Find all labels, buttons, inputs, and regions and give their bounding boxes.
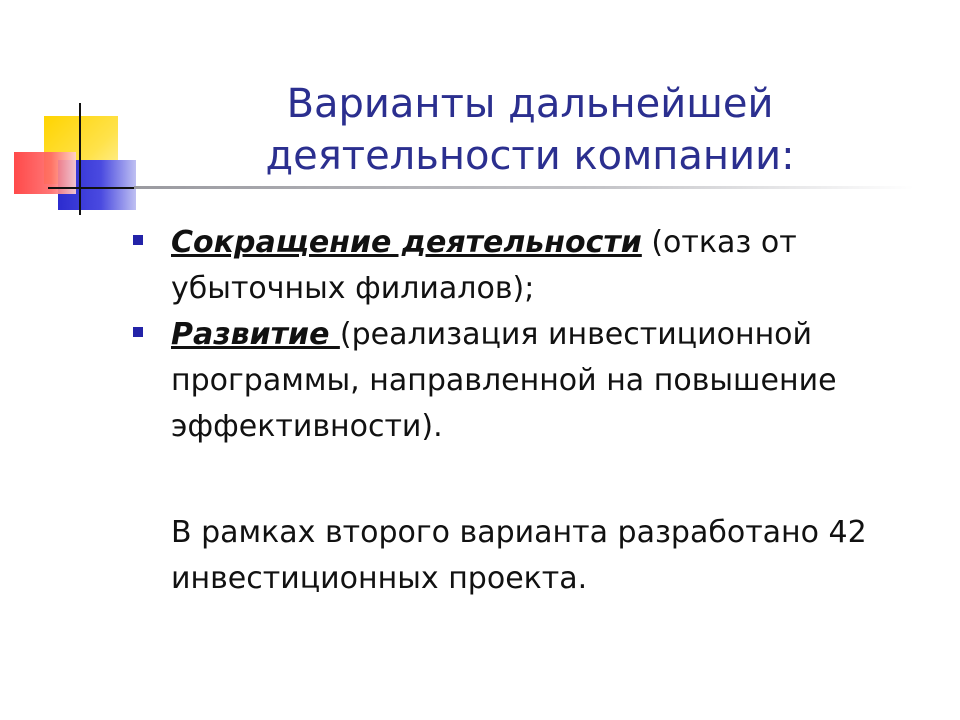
bullet-term: Развитие [171,317,340,352]
bullet-item-reduction [133,220,923,312]
vertical-line [79,103,81,215]
bullet-text: (реализация инвестиционной программы, направленной на повышение эффективности). [171,317,837,444]
title-line-2: деятельности компании: [265,133,795,179]
square-bullet-icon [133,327,143,337]
title-line-1: Варианты дальнейшей [286,81,774,127]
bullet-term: Сокращение деятельности [171,225,642,260]
horizontal-line [48,187,134,189]
slide-title [200,78,860,182]
decorative-squares-logo [0,0,140,220]
bullet-list [133,220,923,450]
bullet-item-development [133,312,923,450]
bullet-text: (отказ от убыточных филиалов); [171,225,797,306]
note-text: В рамках второго варианта разработано 42 инвестиционных проекта. [171,515,867,596]
title-divider [134,186,914,189]
square-bullet-icon [133,235,143,245]
